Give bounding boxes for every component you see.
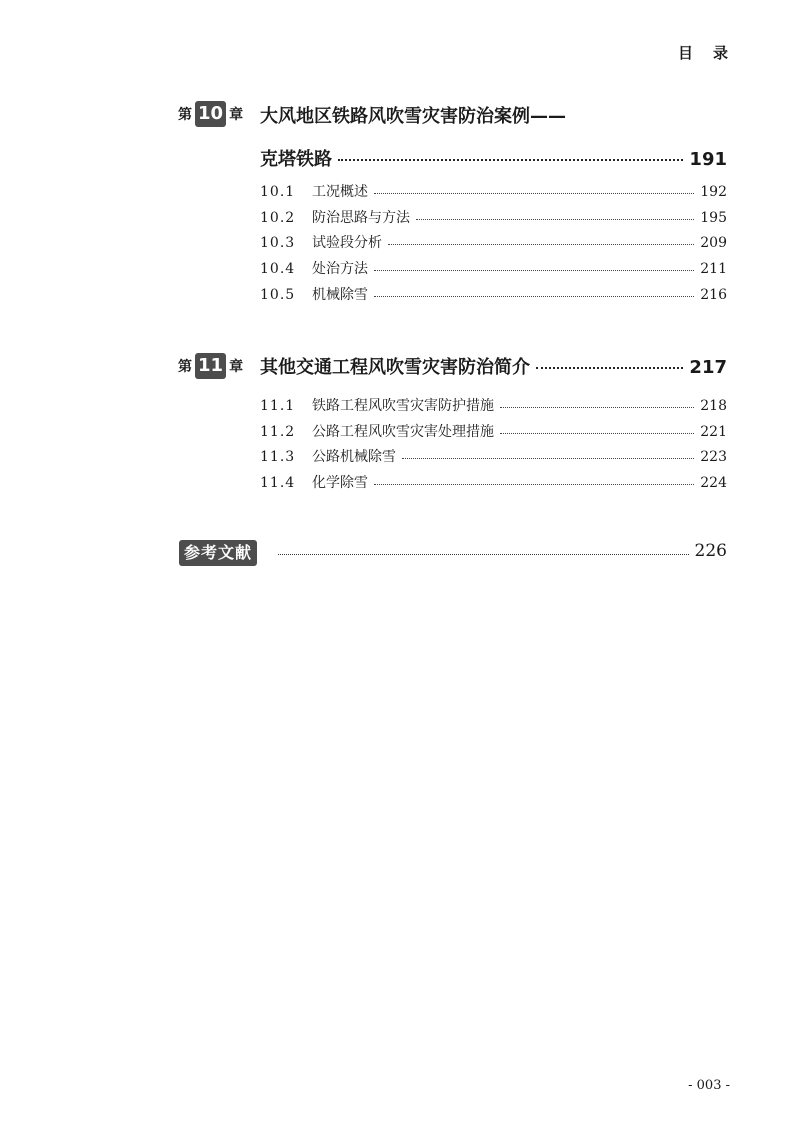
leader-dots [500,424,694,438]
chapter-10-title-line1: 大风地区铁路风吹雪灾害防治案例—— [260,106,566,127]
section-number: 10.4 [260,261,296,277]
leader-dots [402,449,694,463]
section-number: 10.5 [260,287,296,303]
chapter-suffix: 章 [229,359,244,375]
chapter-11-title: 其他交通工程风吹雪灾害防治简介 [260,357,530,378]
page-number: 218 [700,398,727,414]
section-title: 机械除雪 [312,287,368,303]
leader-dots [416,210,694,224]
chapter-11-entry[interactable] [260,353,727,379]
section-title: 工况概述 [312,184,368,200]
section-title: 试验段分析 [312,235,382,251]
page-number: 192 [700,184,727,200]
leader-dots [338,149,683,167]
leader-dots [388,235,694,249]
section-title: 公路机械除雪 [312,449,396,465]
toc-entry-10-5[interactable] [260,284,727,304]
chapter-suffix: 章 [229,107,244,123]
references-entry[interactable] [278,541,727,561]
section-number: 11.3 [260,449,296,465]
page-number: 195 [700,210,727,226]
toc-entry-10-3[interactable] [260,232,727,252]
references-badge[interactable]: 参考文献 [179,540,257,566]
page-number: 223 [700,449,727,465]
leader-dots [536,357,683,375]
page-number: 211 [700,261,727,277]
chapter-prefix: 第 [178,359,192,375]
section-number: 11.4 [260,475,296,491]
leader-dots [278,543,689,560]
toc-entry-10-2[interactable] [260,207,727,227]
section-title: 处治方法 [312,261,368,277]
section-number: 10.3 [260,235,296,251]
page-number: 217 [689,357,727,378]
section-title: 铁路工程风吹雪灾害防护措施 [312,398,494,414]
chapter-11-label [178,353,243,379]
chapter-number-badge: 11 [195,353,226,379]
chapter-prefix: 第 [178,107,192,123]
chapter-10-label [178,101,243,127]
toc-entry-11-4[interactable] [260,472,727,492]
section-number: 10.1 [260,184,296,200]
toc-entry-10-1[interactable] [260,181,727,201]
chapter-number-badge: 10 [195,101,226,127]
leader-dots [500,398,694,412]
page-number: 191 [689,149,727,170]
section-number: 11.2 [260,424,296,440]
page-folio: - 003 - [688,1078,730,1093]
section-title: 化学除雪 [312,475,368,491]
page-number: 224 [700,475,727,491]
section-title: 公路工程风吹雪灾害处理措施 [312,424,494,440]
toc-entry-11-1[interactable] [260,395,727,415]
toc-entry-11-3[interactable] [260,446,727,466]
page-number: 209 [700,235,727,251]
toc-entry-11-2[interactable] [260,421,727,441]
section-number: 10.2 [260,210,296,226]
running-header: 目录 [677,44,748,62]
chapter-10-entry[interactable] [260,145,727,171]
page-number: 221 [700,424,727,440]
page-number: 216 [700,287,727,303]
section-number: 11.1 [260,398,296,414]
leader-dots [374,184,694,198]
leader-dots [374,261,694,275]
toc-entry-10-4[interactable] [260,258,727,278]
page-number: 226 [694,541,727,561]
leader-dots [374,475,694,489]
leader-dots [374,287,694,301]
chapter-10-title-line2: 克塔铁路 [260,149,332,170]
section-title: 防治思路与方法 [312,210,410,226]
